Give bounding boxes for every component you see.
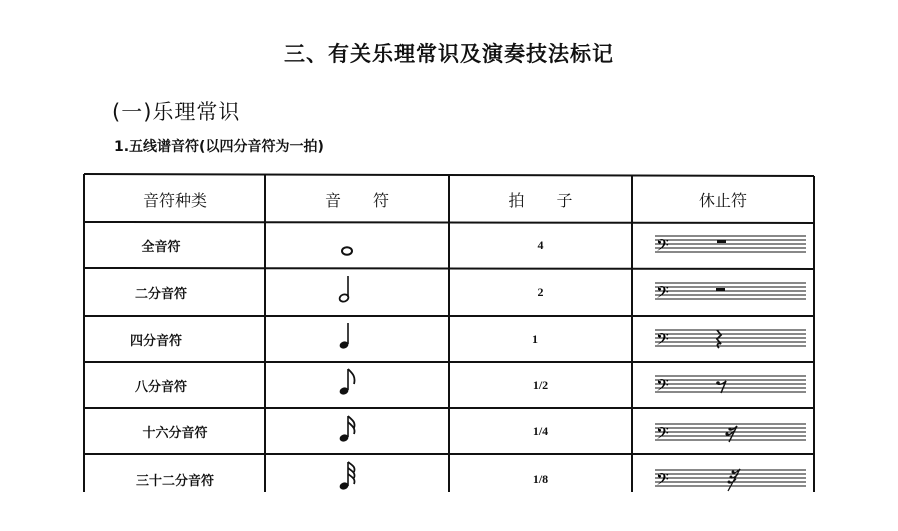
bass-clef-icon: 𝄢	[656, 375, 669, 399]
page-title: 三、有关乐理常识及演奏技法标记	[284, 42, 614, 66]
whole-note-icon	[342, 247, 352, 255]
table-row-beat: 2	[537, 285, 544, 299]
eighth-rest-staff	[655, 375, 806, 399]
table-row-name: 八分音符	[134, 379, 187, 395]
quarter-note-icon	[339, 323, 350, 350]
sixteenth-rest-staff	[655, 423, 806, 447]
eighth-note-icon	[339, 369, 355, 396]
half-rest-staff	[655, 282, 806, 306]
thirty-second-note-icon	[339, 462, 355, 491]
table-row-name: 三十二分音符	[135, 473, 214, 489]
section-heading: (一)乐理常识	[112, 100, 241, 124]
header-note: 音 符	[324, 190, 389, 210]
bass-clef-icon: 𝄢	[656, 469, 669, 493]
table-row-name: 十六分音符	[142, 425, 208, 441]
header-beats: 拍 子	[508, 190, 573, 210]
half-rest-icon	[716, 288, 725, 291]
table-row-beat: 1/4	[532, 423, 549, 438]
table-row-beat: 1/2	[532, 377, 549, 392]
table-row-beat: 1/8	[532, 471, 549, 486]
bass-clef-icon: 𝄢	[656, 329, 669, 353]
whole-rest-staff	[655, 235, 806, 259]
thirty-second-rest-staff	[655, 469, 806, 493]
table-row-name: 全音符	[141, 240, 181, 255]
whole-rest-icon	[717, 240, 726, 243]
quarter-rest-staff	[655, 329, 806, 353]
table-row-beat: 1	[532, 331, 538, 346]
header-note-type: 音符种类	[142, 190, 207, 210]
sixteenth-note-icon	[339, 416, 355, 443]
table-row-beat: 4	[537, 238, 544, 252]
eighth-rest-icon	[716, 381, 726, 393]
subsection-heading: 1.五线谱音符(以四分音符为一拍)	[114, 139, 324, 155]
header-rest: 休止符	[698, 190, 747, 210]
table-row-name: 二分音符	[134, 287, 187, 302]
bass-clef-icon: 𝄢	[656, 423, 669, 447]
bass-clef-icon: 𝄢	[656, 235, 669, 259]
table-row-name: 四分音符	[129, 333, 182, 349]
bass-clef-icon: 𝄢	[656, 282, 669, 306]
thirty-second-rest-icon	[728, 469, 741, 491]
quarter-rest-icon	[717, 330, 721, 348]
half-note-icon	[339, 276, 350, 303]
